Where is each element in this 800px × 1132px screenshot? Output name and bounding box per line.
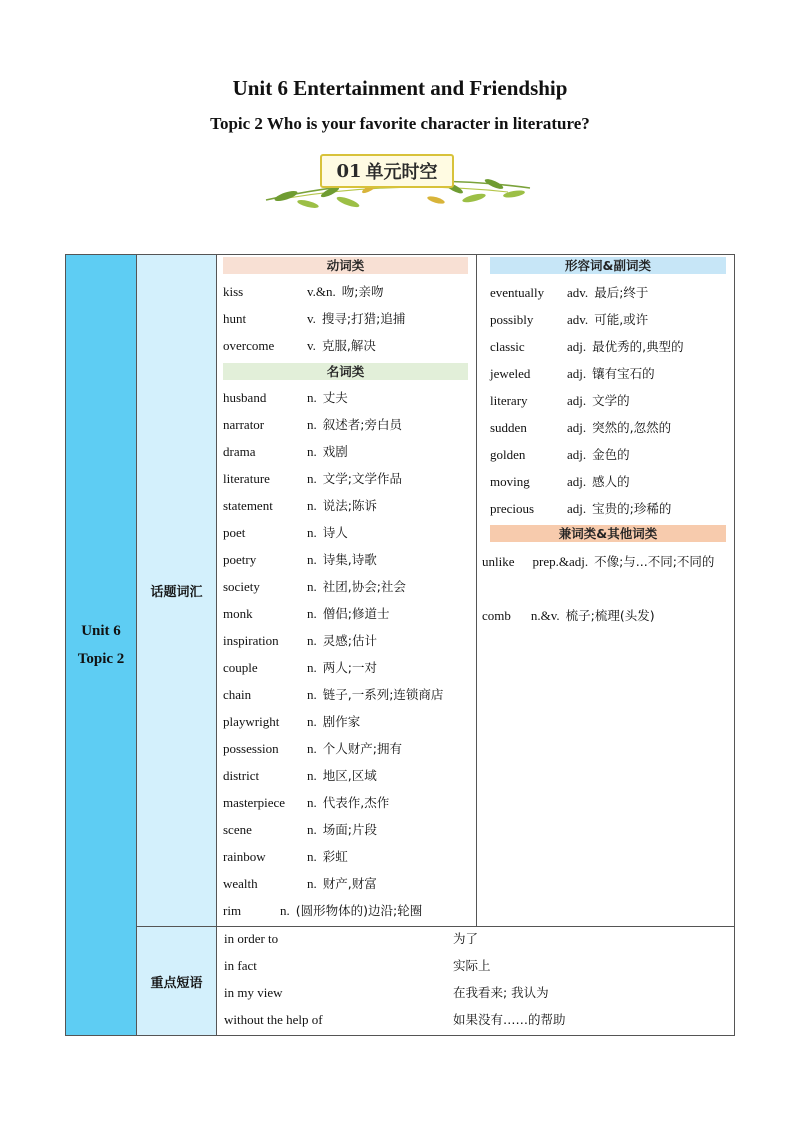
banner-number: 01: [336, 160, 362, 182]
word: unlike: [482, 554, 515, 569]
definition: [307, 708, 360, 735]
phrase-row: [216, 1006, 735, 1033]
meaning: 彩虹: [322, 849, 348, 864]
word: chain: [223, 687, 252, 702]
part-of-speech: n.: [307, 795, 317, 810]
definition: [307, 411, 402, 438]
banner-label: [320, 154, 454, 188]
definition: [307, 816, 377, 843]
nouns-heading: 名词类: [223, 363, 468, 380]
meaning: 文学;文学作品: [322, 471, 402, 486]
definition: [307, 600, 389, 627]
part-of-speech: n.: [307, 579, 317, 594]
definition: [567, 306, 648, 333]
part-of-speech: n.: [307, 498, 317, 513]
definition: [307, 546, 377, 573]
word: narrator: [223, 417, 265, 432]
definition: [567, 441, 630, 468]
meaning: 链子,一系列;连锁商店: [322, 687, 444, 702]
topic-label: Topic 2: [77, 651, 125, 667]
word: moving: [490, 474, 530, 489]
verbs-heading: 动词类: [223, 257, 468, 274]
definition: [307, 789, 389, 816]
meaning: 最后;终于: [594, 285, 649, 300]
phrase-english: in order to: [224, 931, 279, 946]
part-of-speech: adj.: [567, 339, 587, 354]
meaning: 戏剧: [322, 444, 348, 459]
part-of-speech: adj.: [567, 393, 587, 408]
part-of-speech: adj.: [567, 366, 587, 381]
meaning: 两人;一对: [322, 660, 377, 675]
word: district: [223, 768, 260, 783]
part-of-speech: n.: [307, 417, 317, 432]
meaning: 诗人: [322, 525, 348, 540]
part-of-speech: n.: [307, 390, 317, 405]
definition: [307, 278, 384, 305]
part-of-speech: adv.: [567, 312, 589, 327]
part-of-speech: n.: [307, 768, 317, 783]
meaning: 金色的: [592, 447, 630, 462]
part-of-speech: n.: [307, 444, 317, 459]
part-of-speech: n.: [307, 525, 317, 540]
part-of-speech: adj.: [567, 447, 587, 462]
word: overcome: [223, 338, 275, 353]
word: jeweled: [490, 366, 531, 381]
phrases-list: [216, 926, 735, 1036]
phrase-chinese: 如果没有……的帮助: [453, 1012, 566, 1027]
phrase-row: [216, 925, 735, 952]
definition: [307, 384, 348, 411]
part-of-speech: n.: [307, 687, 317, 702]
part-of-speech: n.: [307, 876, 317, 891]
part-of-speech: n.: [307, 471, 317, 486]
phrase-english: without the help of: [224, 1012, 323, 1027]
part-of-speech: adj.: [567, 474, 587, 489]
word: kiss: [223, 284, 244, 299]
part-of-speech: n.: [307, 552, 317, 567]
phrase-english: in my view: [224, 985, 283, 1000]
meaning: (圆形物体的)边沿;轮圈: [295, 903, 423, 918]
word: golden: [490, 447, 526, 462]
definition: [307, 627, 377, 654]
word: hunt: [223, 311, 247, 326]
part-of-speech: n.: [307, 849, 317, 864]
word: literary: [490, 393, 528, 408]
meaning: 梳子;梳理(头发): [565, 608, 655, 623]
unit-label: Unit 6: [81, 623, 121, 639]
word: eventually: [490, 285, 545, 300]
part-of-speech: n.: [307, 660, 317, 675]
word: drama: [223, 444, 256, 459]
meaning: 剧作家: [322, 714, 361, 729]
part-of-speech: adj.: [567, 501, 587, 516]
word: possibly: [490, 312, 534, 327]
part-of-speech: n.&v.: [530, 608, 560, 623]
meaning: 感人的: [592, 474, 630, 489]
word: couple: [223, 660, 258, 675]
word: precious: [490, 501, 535, 516]
word: society: [223, 579, 260, 594]
meaning: 文学的: [592, 393, 630, 408]
word: comb: [482, 608, 511, 623]
phrase-row: [216, 952, 735, 979]
meaning: 丈夫: [322, 390, 348, 405]
topic-vocabulary-label: 话题词汇: [137, 254, 217, 927]
definition: [567, 333, 684, 360]
definition: [307, 762, 377, 789]
meaning: 灵感;估计: [322, 633, 377, 648]
meaning: 个人财产;拥有: [322, 741, 402, 756]
part-of-speech: n.: [307, 741, 317, 756]
definition: [567, 387, 630, 414]
meaning: 克服,解决: [321, 338, 376, 353]
meaning: 僧侣;修道士: [322, 606, 390, 621]
banner-text: 单元时空: [365, 162, 438, 183]
part-of-speech: prep.&adj.: [532, 554, 589, 569]
word: possession: [223, 741, 279, 756]
meaning: 宝贵的;珍稀的: [592, 501, 672, 516]
phrase-row: [216, 979, 735, 1006]
definition: [567, 468, 630, 495]
word: statement: [223, 498, 273, 513]
part-of-speech: adv.: [567, 285, 589, 300]
word: husband: [223, 390, 267, 405]
definition: [307, 492, 377, 519]
meaning: 诗集,诗歌: [322, 552, 377, 567]
vocabulary-table: [65, 254, 735, 1036]
word: inspiration: [223, 633, 279, 648]
part-of-speech: v.: [307, 338, 316, 353]
definition: [307, 681, 443, 708]
definition: [307, 870, 377, 897]
vocabulary-column-left: [216, 254, 477, 927]
meaning: 突然的,忽然的: [592, 420, 672, 435]
definition: [567, 414, 671, 441]
phrase-chinese: 为了: [453, 931, 479, 946]
word: monk: [223, 606, 253, 621]
definition: [307, 735, 402, 762]
word: playwright: [223, 714, 280, 729]
definition: [567, 495, 671, 522]
definition: [280, 897, 422, 924]
definition: [307, 332, 376, 359]
part-of-speech: v.: [307, 311, 316, 326]
unit-title: Unit 6 Entertainment and Friendship: [232, 76, 568, 100]
word: poet: [223, 525, 246, 540]
definition: [307, 843, 348, 870]
word: sudden: [490, 420, 527, 435]
word-entry: [482, 603, 732, 630]
definition: [567, 279, 648, 306]
definition: [307, 305, 405, 332]
part-of-speech: n.: [307, 714, 317, 729]
word-entry: [482, 549, 732, 576]
word: rim: [223, 903, 242, 918]
phrase-chinese: 在我看来; 我认为: [453, 985, 549, 1000]
key-phrases-label: 重点短语: [137, 926, 217, 1036]
part-of-speech: n.: [307, 822, 317, 837]
meaning: 说法;陈诉: [322, 498, 377, 513]
meaning: 场面;片段: [322, 822, 377, 837]
meaning: 最优秀的,典型的: [592, 339, 684, 354]
meaning: 吻;亲吻: [341, 284, 384, 299]
meaning: 代表作,杰作: [322, 795, 390, 810]
phrase-english: in fact: [224, 958, 257, 973]
part-of-speech: n.: [280, 903, 290, 918]
meaning: 财产,财富: [322, 876, 377, 891]
definition: [307, 573, 406, 600]
word: masterpiece: [223, 795, 286, 810]
word: wealth: [223, 876, 258, 891]
meaning: 不像;与...不同;不同的: [594, 554, 715, 569]
definition: [307, 654, 377, 681]
adjectives-adverbs-heading: 形容词&副词类: [490, 257, 726, 274]
section-banner: [258, 148, 538, 218]
definition: [307, 465, 402, 492]
part-of-speech: v.&n.: [307, 284, 336, 299]
part-of-speech: adj.: [567, 420, 587, 435]
unit-topic-cell: [65, 254, 137, 1036]
topic-title: Topic 2 Who is your favorite character in literature?: [210, 114, 590, 133]
part-of-speech: n.: [307, 633, 317, 648]
meaning: 可能,或许: [594, 312, 649, 327]
meaning: 社团,协会;社会: [322, 579, 406, 594]
meaning: 镶有宝石的: [592, 366, 655, 381]
part-of-speech: n.: [307, 606, 317, 621]
definition: [307, 519, 348, 546]
word: scene: [223, 822, 252, 837]
word: rainbow: [223, 849, 266, 864]
word: literature: [223, 471, 270, 486]
word: poetry: [223, 552, 257, 567]
meaning: 叙述者;旁白员: [322, 417, 402, 432]
vocabulary-column-right: [476, 254, 735, 927]
other-words-heading: 兼词类&其他词类: [490, 525, 726, 542]
definition: [307, 438, 348, 465]
word: classic: [490, 339, 525, 354]
meaning: 地区,区域: [322, 768, 377, 783]
definition: [567, 360, 655, 387]
meaning: 搜寻;打猎;追捕: [321, 311, 406, 326]
phrase-chinese: 实际上: [453, 958, 491, 973]
